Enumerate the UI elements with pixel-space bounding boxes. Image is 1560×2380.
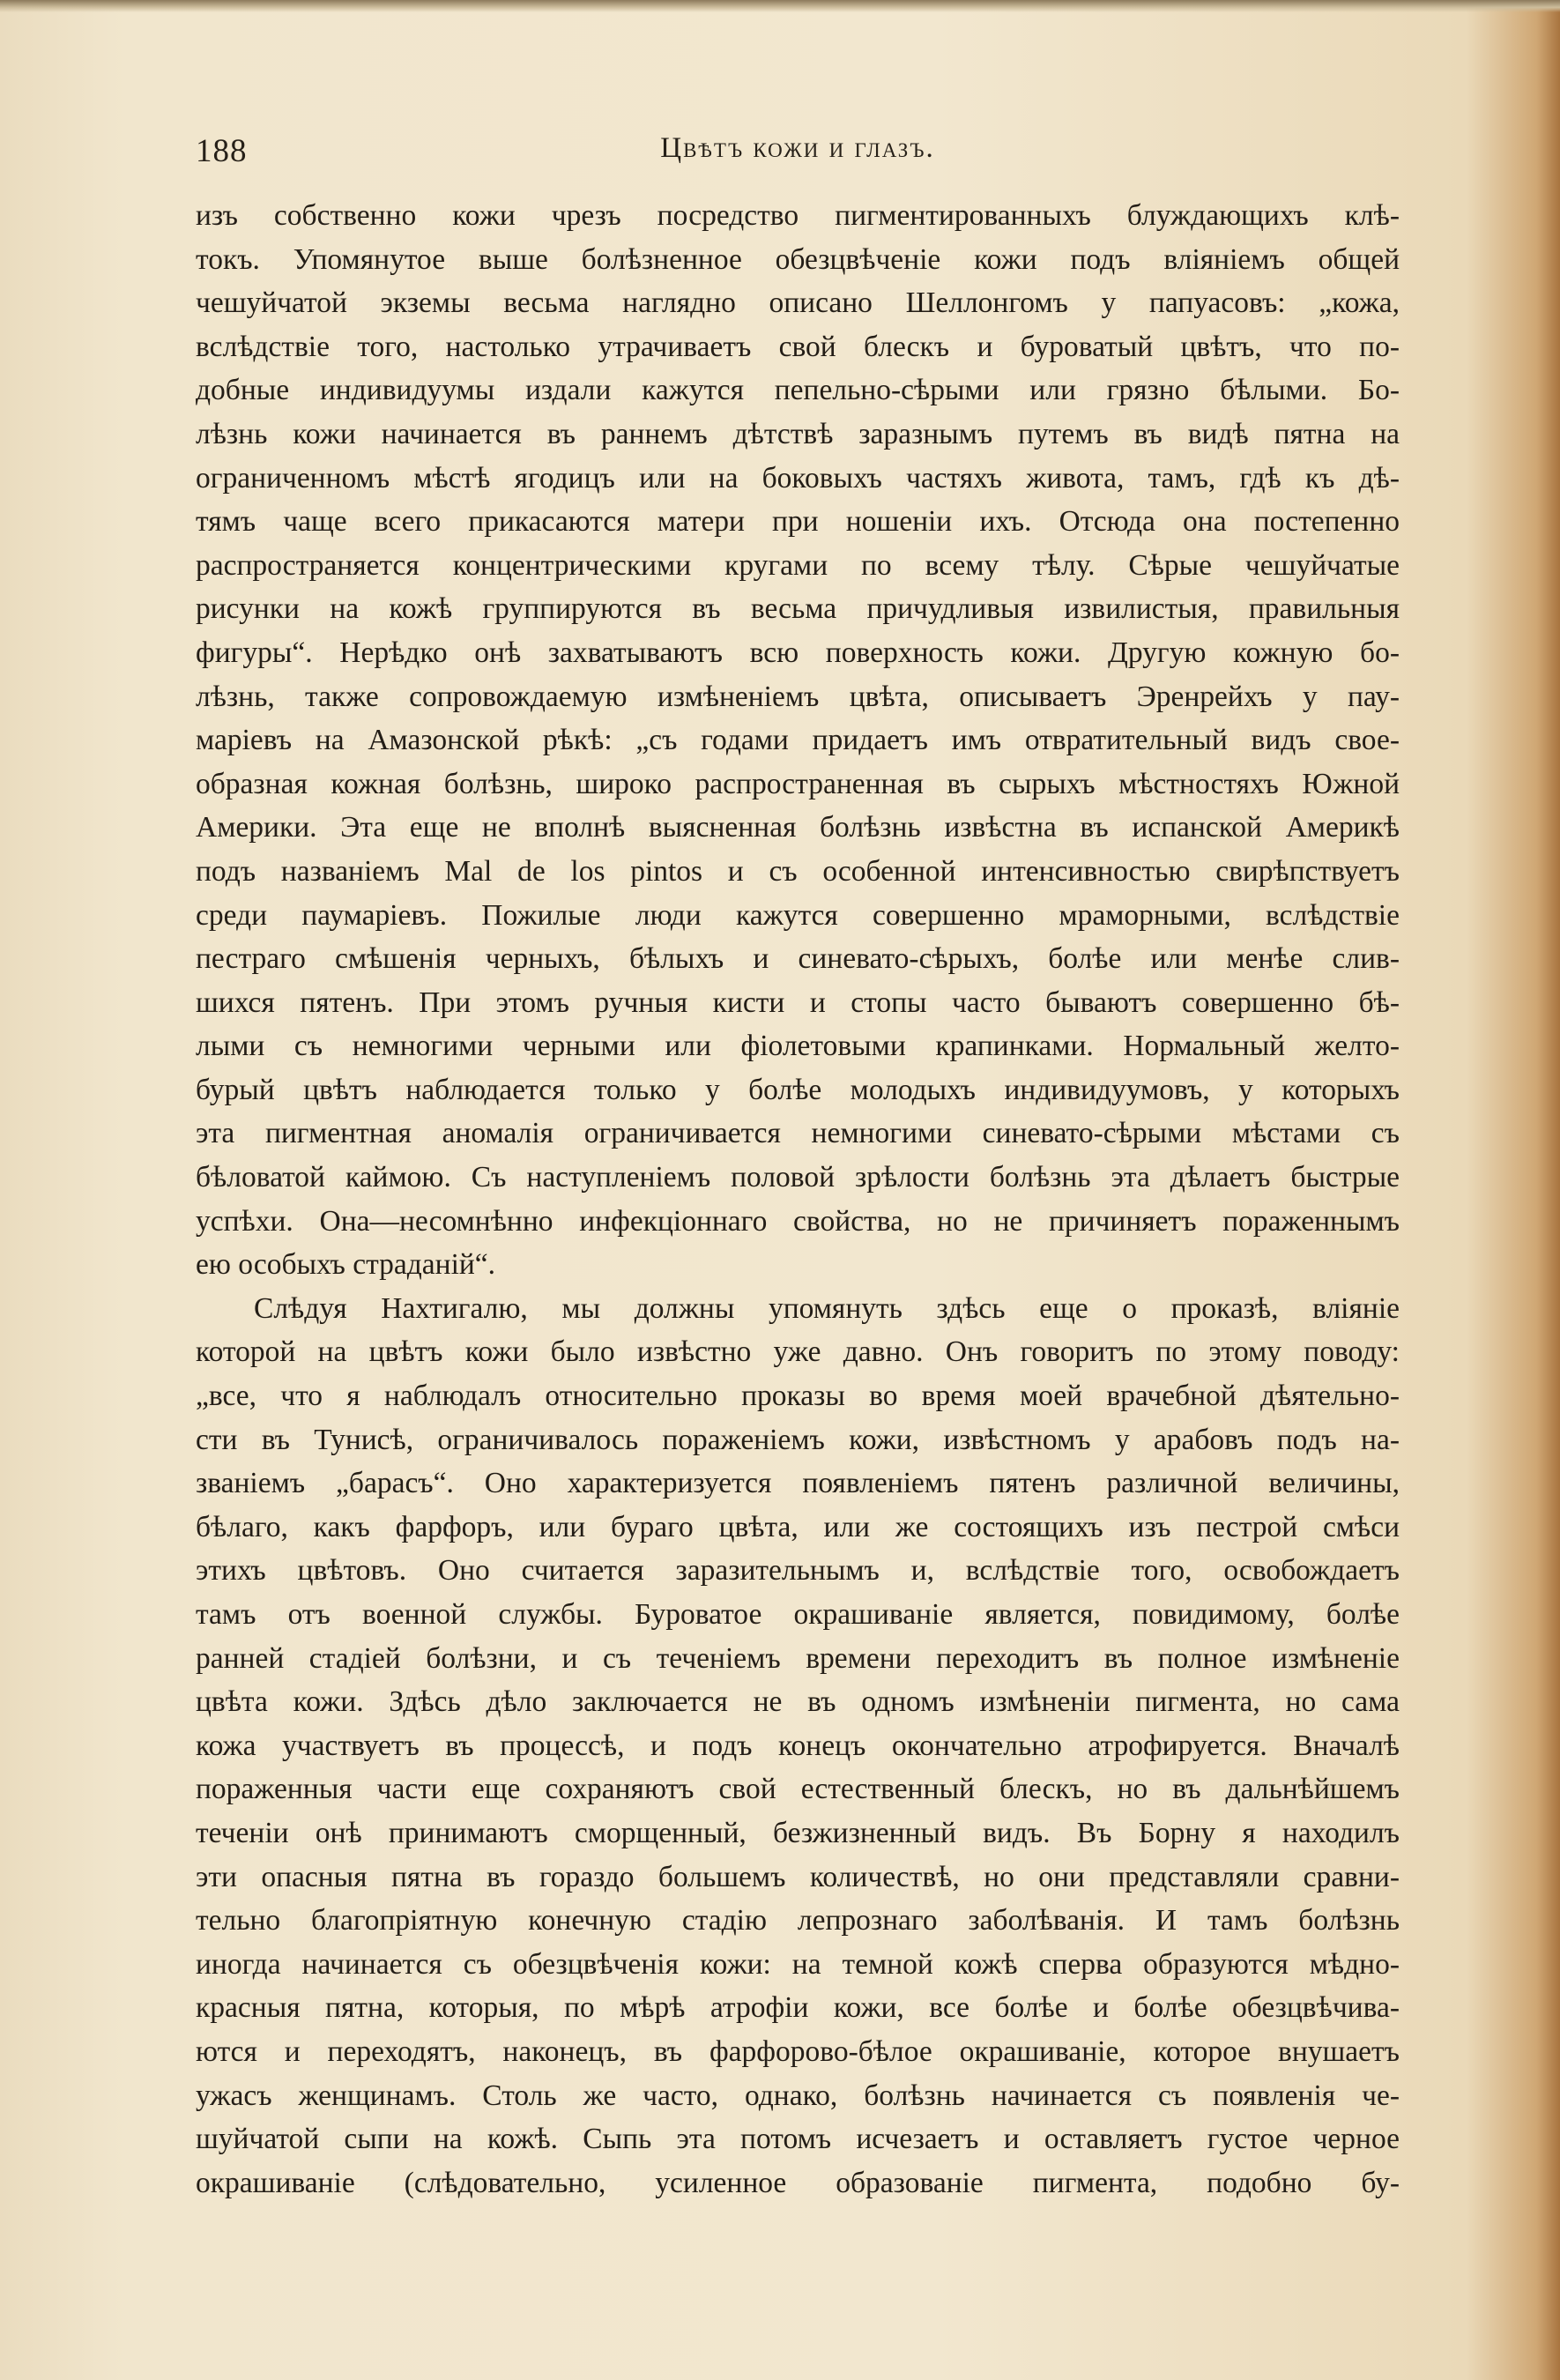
text-line: рисунки на кожѣ группируются въ весьма причудливыя извилистыя, правильныя — [196, 592, 1400, 626]
text-line: лыми съ немногими черными или фіолетовыми крапинками. Нормальный желто- — [196, 1030, 1400, 1063]
text-line: распространяется концентрическими кругами по всему тѣлу. Сѣрые чешуйчатые — [196, 548, 1400, 582]
paragraph-end-line: ею особыхъ страданій“. — [196, 1248, 496, 1282]
text-line: ограниченномъ мѣстѣ ягодицъ или на боковыхъ частяхъ живота, тамъ, гдѣ къ дѣ- — [196, 461, 1400, 495]
text-line: эти опасныя пятна въ гораздо большемъ количествѣ, но они представляли сравни- — [196, 1860, 1400, 1893]
text-line: изъ собственно кожи чрезъ посредство пигментированныхъ блуждающихъ клѣ- — [196, 199, 1400, 232]
text-line: „все, что я наблюдалъ относительно проказы во время моей врачебной дѣятельно- — [196, 1380, 1400, 1413]
text-line: ются и переходятъ, наконецъ, въ фарфорово-бѣлое окрашиваніе, которое внушаетъ — [196, 2034, 1400, 2068]
text-line: этихъ цвѣтовъ. Оно считается заразительнымъ и, вслѣдствіе того, освобождаетъ — [196, 1554, 1400, 1588]
text-line: красныя пятна, которыя, по мѣрѣ атрофіи кожи, все болѣе и болѣе обезцвѣчива- — [196, 1991, 1400, 2025]
text-line: иногда начинается съ обезцвѣченія кожи: на темной кожѣ сперва образуются мѣдно- — [196, 1947, 1400, 1981]
text-line: сти въ Тунисѣ, ограничивалось пораженіемъ кожи, извѣстномъ у арабовъ подъ на- — [196, 1423, 1400, 1456]
text-line: среди паумаріевъ. Пожилые люди кажутся совершенно мраморными, вслѣдствіе — [196, 898, 1400, 932]
running-title: Цвѣтъ кожи и глазъ. — [660, 132, 935, 164]
body-text — [196, 194, 1400, 2205]
text-line: успѣхи. Она—несомнѣнно инфекціоннаго свойства, но не причиняетъ пораженнымъ — [196, 1204, 1400, 1238]
text-line: вслѣдствіе того, настолько утрачиваетъ свой блескъ и буроватый цвѣтъ, что по- — [196, 330, 1400, 363]
paragraph-start-line: Слѣдуя Нахтигалю, мы должны упомянуть здѣсь еще о проказѣ, вліяніе — [254, 1291, 1400, 1325]
text-line: ранней стадіей болѣзни, и съ теченіемъ времени переходитъ въ полное измѣненіе — [196, 1641, 1400, 1675]
text-line: пораженныя части еще сохраняютъ свой естественный блескъ, но въ дальнѣйшемъ — [196, 1773, 1400, 1806]
text-line: фигуры“. Нерѣдко онѣ захватываютъ всю поверхность кожи. Другую кожную бо- — [196, 636, 1400, 669]
text-line: шуйчатой сыпи на кожѣ. Сыпь эта потомъ исчезаетъ и оставляетъ густое черное — [196, 2123, 1400, 2156]
text-line: тямъ чаще всего прикасаются матери при ношеніи ихъ. Отсюда она постепенно — [196, 505, 1400, 539]
text-line: Америки. Эта еще не вполнѣ выясненная болѣзнь извѣстна въ испанской Америкѣ — [196, 811, 1400, 844]
text-line: теченіи онѣ принимаютъ сморщенный, безжизненный видъ. Въ Борну я находилъ — [196, 1816, 1400, 1849]
text-line: подъ названіемъ Mal de los pintos и съ особенной интенсивностью свирѣпствуетъ — [196, 854, 1400, 888]
page-top-edge — [0, 0, 1560, 12]
text-line: тамъ отъ военной службы. Буроватое окрашиваніе является, повидимому, болѣе — [196, 1598, 1400, 1631]
text-line: кожа участвуетъ въ процессѣ, и подъ конецъ окончательно атрофируется. Вначалѣ — [196, 1729, 1400, 1762]
text-line: лѣзнь, также сопровождаемую измѣненіемъ цвѣта, описываетъ Эренрейхъ у пау- — [196, 680, 1400, 713]
page-number: 188 — [196, 133, 248, 169]
text-line: званіемъ „барасъ“. Оно характеризуется появленіемъ пятенъ различной величины, — [196, 1467, 1400, 1500]
text-line: чешуйчатой экземы весьма наглядно описано Шеллонгомъ у папуасовъ: „кожа, — [196, 286, 1400, 320]
text-line: цвѣта кожи. Здѣсь дѣло заключается не въ одномъ измѣненіи пигмента, но сама — [196, 1685, 1400, 1719]
text-line: токъ. Упомянутое выше болѣзненное обезцвѣченіе кожи подъ вліяніемъ общей — [196, 242, 1400, 276]
page-header — [196, 132, 1400, 185]
text-line: бѣлаго, какъ фарфоръ, или бураго цвѣта, или же состоящихъ изъ пестрой смѣси — [196, 1510, 1400, 1543]
text-line: ужасъ женщинамъ. Столь же часто, однако, болѣзнь начинается съ появленія че- — [196, 2079, 1400, 2112]
text-line: бурый цвѣтъ наблюдается только у болѣе молодыхъ индивидуумовъ, у которыхъ — [196, 1073, 1400, 1106]
text-line: которой на цвѣтъ кожи было извѣстно уже давно. Онъ говоритъ по этому поводу: — [196, 1335, 1400, 1369]
text-line: образная кожная болѣзнь, широко распространенная въ сырыхъ мѣстностяхъ Южной — [196, 767, 1400, 800]
text-line: тельно благопріятную конечную стадію лепрознаго заболѣванія. И тамъ болѣзнь — [196, 1904, 1400, 1937]
text-line: шихся пятенъ. При этомъ ручныя кисти и стопы часто бываютъ совершенно бѣ- — [196, 985, 1400, 1019]
text-line: лѣзнь кожи начинается въ раннемъ дѣтствѣ заразнымъ путемъ въ видѣ пятна на — [196, 417, 1400, 450]
text-line: маріевъ на Амазонской рѣкѣ: „съ годами придаетъ имъ отвратительный видъ свое- — [196, 724, 1400, 757]
text-line: бѣловатой каймою. Съ наступленіемъ половой зрѣлости болѣзнь эта дѣлаетъ быстрые — [196, 1161, 1400, 1194]
text-line: окрашиваніе (слѣдовательно, усиленное образованіе пигмента, подобно бу- — [196, 2166, 1400, 2199]
text-line: пестраго смѣшенія черныхъ, бѣлыхъ и синевато-сѣрыхъ, болѣе или менѣе слив- — [196, 942, 1400, 976]
text-line: добные индивидуумы издали кажутся пепельно-сѣрыми или грязно бѣлыми. Бо- — [196, 374, 1400, 407]
text-line: эта пигментная аномалія ограничивается немногими синевато-сѣрыми мѣстами съ — [196, 1117, 1400, 1150]
